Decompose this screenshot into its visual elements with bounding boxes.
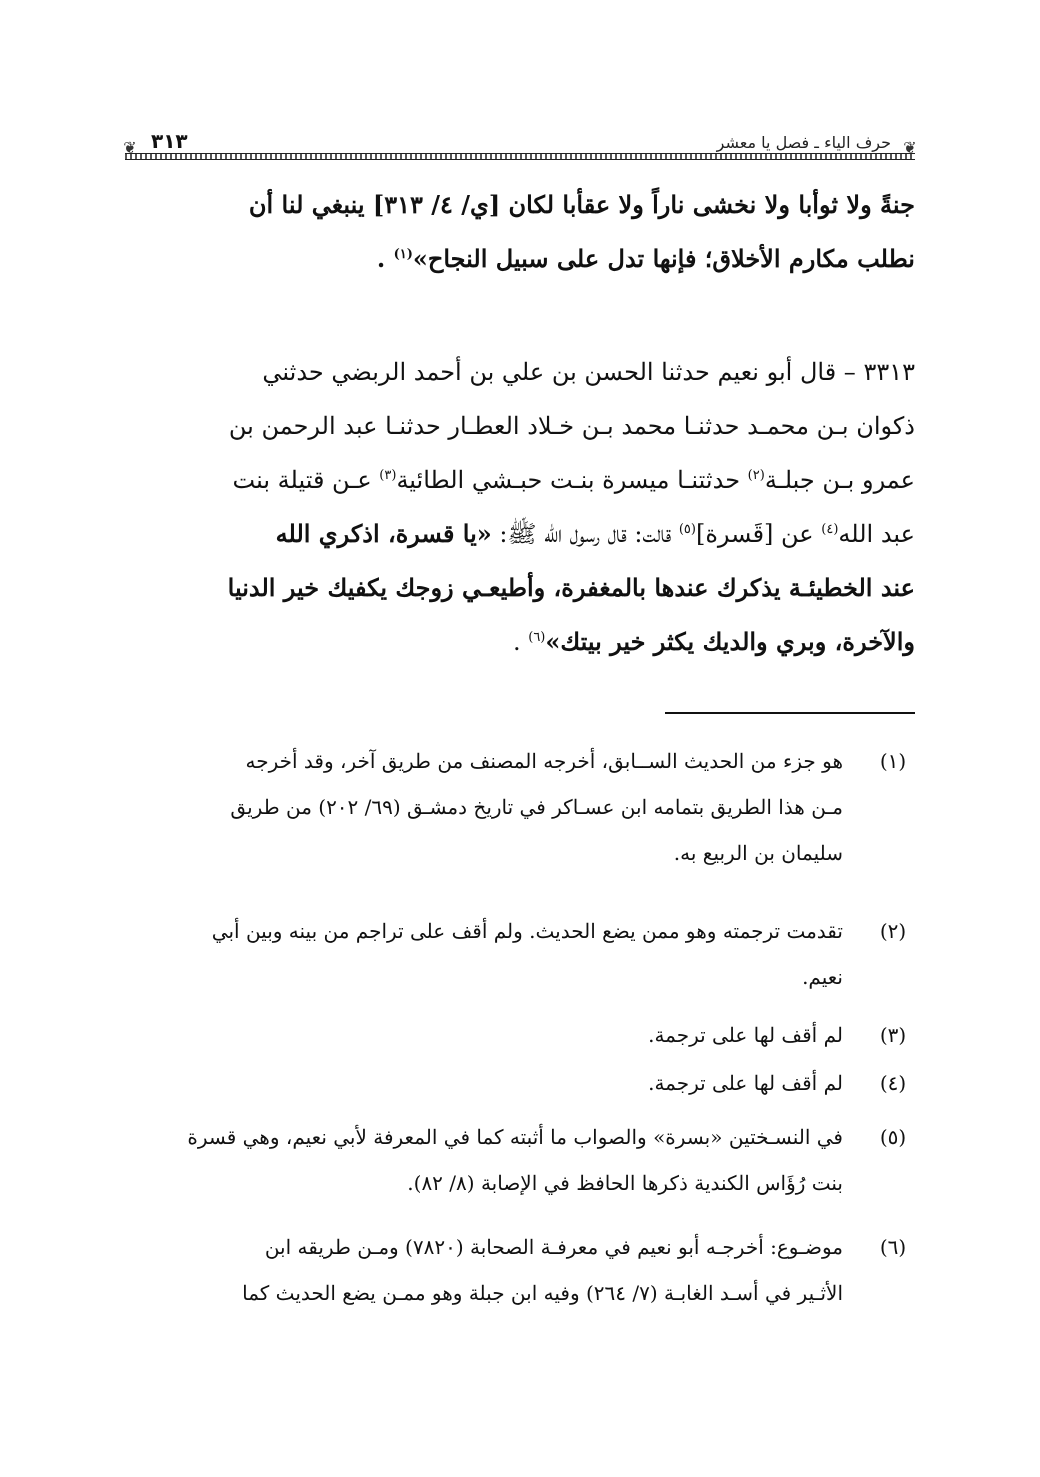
- footnote-number: (٢): [879, 919, 907, 943]
- hadith-text: عن [قَسرة]: [695, 520, 822, 548]
- footnote-ref: (٤): [821, 522, 839, 537]
- continuation-paragraph: [125, 178, 915, 286]
- hadith-line: [125, 615, 915, 669]
- prophetic-quote: «يا قسرة، اذكري الله: [275, 519, 492, 548]
- ornament-left-icon: ❦: [123, 138, 137, 157]
- footnote-ref: (٢): [747, 468, 765, 483]
- prophetic-quote: والآخرة، وبري والديك يكثر خير بيتك»: [545, 627, 915, 656]
- footnote-number: (١): [879, 749, 907, 773]
- footnote-ref: (١): [393, 247, 413, 262]
- prophetic-quote-line: عند الخطيئـة يذكرك عندها بالمغفرة، وأطيعـي زوجك يكفيك خير الدنيا: [227, 573, 915, 602]
- footnote-text: في النسـختين «بسرة» والصواب ما أثبته كما في المعرفة لأبي نعيم، وهي قسرة: [187, 1125, 843, 1149]
- continuation-text: نطلب مكارم الأخلاق؛ فإنها تدل على سبيل النجاح»: [412, 244, 915, 273]
- header-ornamental-rule: [125, 153, 915, 160]
- hadith-line: ذكوان بـن محمـد حدثنـا محمد بـن خـلاد العطـار حدثنـا عبد الرحمن بن: [228, 412, 915, 440]
- hadith-text: قالت: قال رسول الله ﷺ:: [491, 520, 679, 548]
- hadith-text: عمرو بـن جبلـة: [764, 466, 915, 494]
- footnote-5: [128, 1114, 915, 1206]
- footnote-6: [128, 1224, 915, 1316]
- hadith-line: ٣٣١٣ – قال أبو نعيم حدثنا الحسن بن علي بن أحمد الربضي حدثني: [262, 358, 915, 386]
- hadith-line: [125, 453, 915, 507]
- footnote-number: (٤): [879, 1071, 907, 1095]
- footnote-text: هو جزء من الحديث الســابق، أخرجه المصنف من طريق آخر، وقد أخرجه: [245, 749, 843, 773]
- hadith-text: عـن قتيلة بنت: [232, 466, 380, 494]
- footnote-text: لم أقف لها على ترجمة.: [648, 1023, 843, 1047]
- page-number: ٣١٣: [147, 129, 192, 153]
- continuation-line: نطلب مكارم الأخلاق؛ فإنها تدل على سبيل النجاح»$^{(١)}$ .: [376, 244, 915, 273]
- footnote-text: موضـوع: أخرجـه أبو نعيم في معرفـة الصحابة (٧٨٢٠) ومـن طريقه ابن: [264, 1235, 843, 1259]
- footnote-text: الأثـير في أسـد الغابـة (٧/ ٢٦٤) وفيه ابن جبلة وهو ممـن يضع الحديث كما: [242, 1281, 843, 1305]
- footnote-ref: (٦): [528, 630, 546, 645]
- footnote-number: (٦): [879, 1235, 907, 1259]
- hadith-text: عبد الله: [838, 520, 915, 548]
- footnote-text: مـن هذا الطريق بتمامه ابن عسـاكر في تاريخ دمشـق (٦٩/ ٢٠٢) من طريق: [230, 795, 843, 819]
- running-header: [125, 125, 915, 161]
- footnote-text: بنت رُؤَاس الكندية ذكرها الحافظ في الإصابة (٨/ ٨٢).: [407, 1171, 843, 1195]
- footnote-text: نعيم.: [802, 965, 843, 989]
- footnote-2: [128, 908, 915, 1000]
- header-title: حرف الياء ـ فصل يا معشر: [713, 133, 895, 152]
- footnote-3: [128, 1012, 915, 1058]
- footnote-1: [128, 738, 915, 876]
- footnote-text: لم أقف لها على ترجمة.: [648, 1071, 843, 1095]
- ornament-right-icon: ❦: [903, 138, 917, 157]
- footnote-ref: (٥): [678, 522, 696, 537]
- footnote-number: (٣): [879, 1023, 907, 1047]
- continuation-line: جنةً ولا ثوأبا ولا نخشى ناراً ولا عقأبا لكان [ي/ ٤/ ٣١٣] ينبغي لنا أن: [248, 190, 915, 219]
- hadith-text: حدثتنـا ميسرة بنـت حبـشي الطائية: [396, 466, 748, 494]
- footnote-text: سليمان بن الربيع به.: [673, 841, 843, 865]
- footnote-text: تقدمت ترجمته وهو ممن يضع الحديث. ولم أقف على تراجم من بينه وبين أبي: [211, 919, 843, 943]
- footnote-number: (٥): [879, 1125, 907, 1149]
- footnote-ref: (٣): [379, 468, 397, 483]
- hadith-line: [125, 507, 915, 561]
- footnote-4: [128, 1060, 915, 1106]
- hadith-paragraph: [125, 345, 915, 669]
- footnote-separator: [665, 712, 915, 714]
- hadith-text: .: [512, 628, 529, 656]
